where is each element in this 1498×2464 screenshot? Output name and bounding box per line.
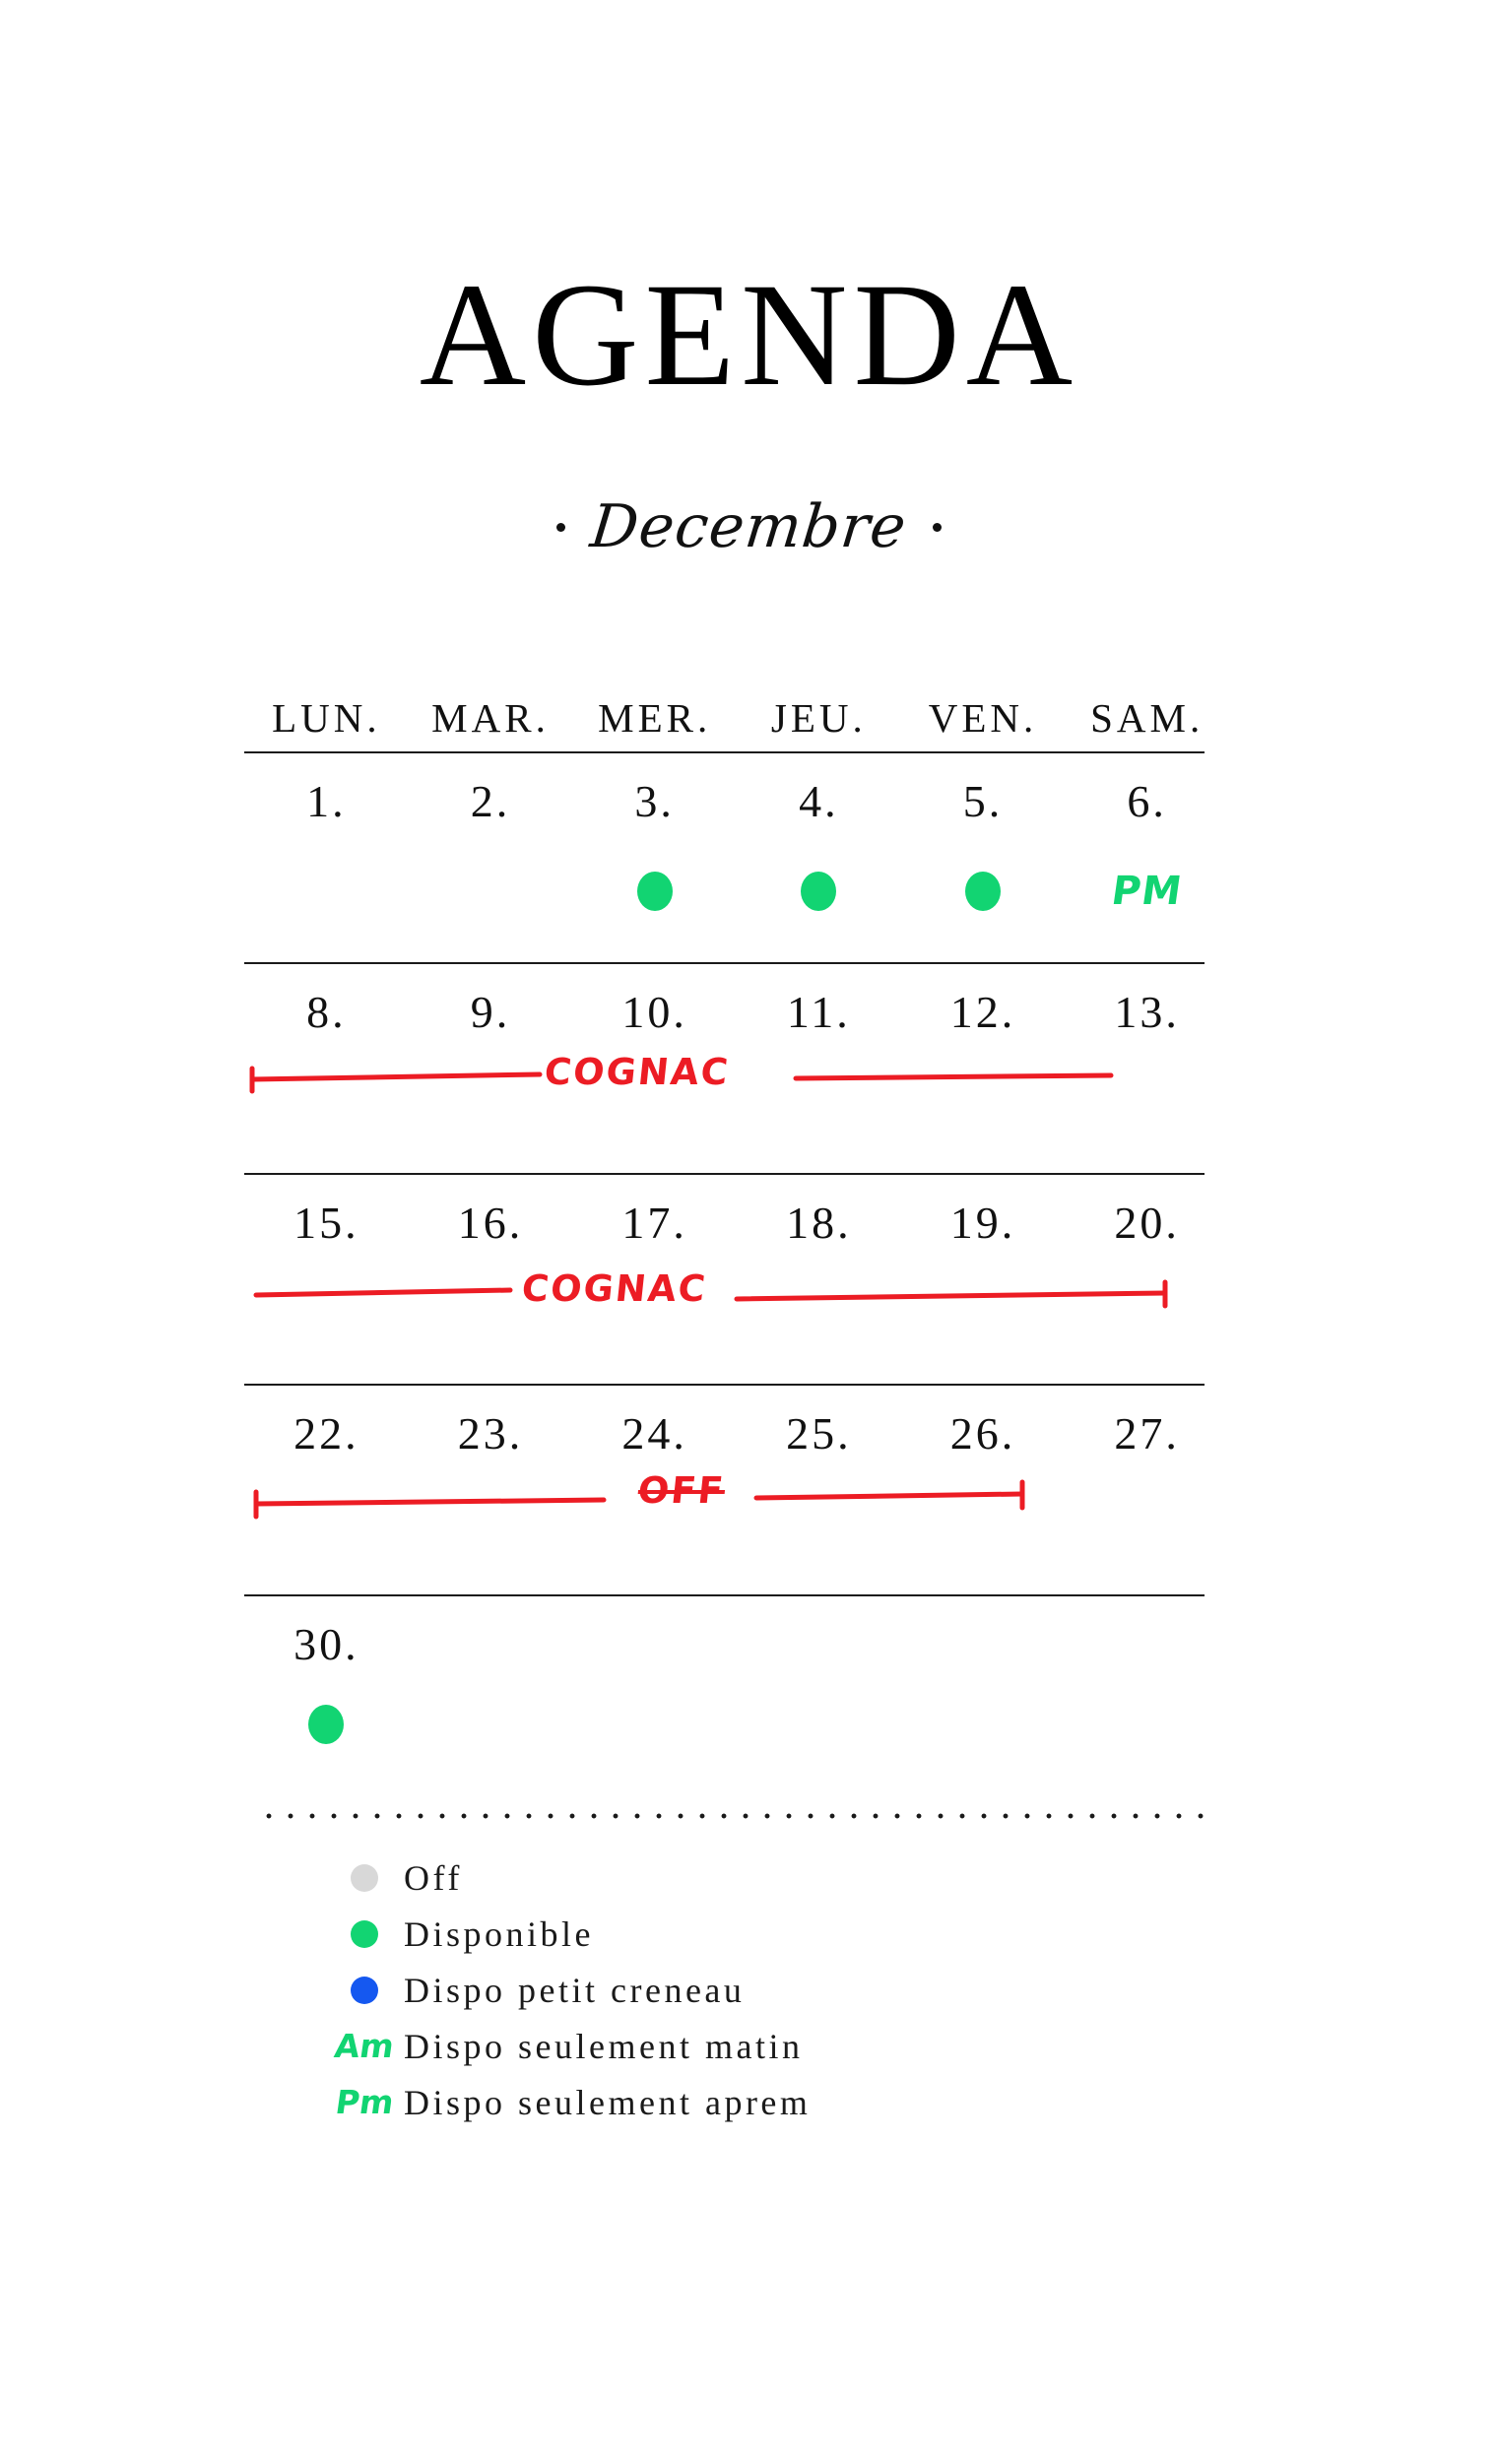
day-cell-11[interactable]: 11. <box>786 987 851 1037</box>
annotation-cognac: COGNAC <box>519 1267 709 1310</box>
grey-dot-icon <box>325 1864 404 1892</box>
weekday-mar: MAR. <box>431 695 550 741</box>
day-cell-8[interactable]: 8. <box>306 987 347 1037</box>
day-cell-26[interactable]: 26. <box>949 1408 1016 1459</box>
legend-item-matin <box>325 2018 811 2074</box>
legend-item-aprem <box>325 2074 811 2130</box>
day-cell-19[interactable]: 19. <box>949 1198 1016 1248</box>
day-cell-27[interactable]: 27. <box>1114 1408 1180 1459</box>
day-cell-empty <box>1065 1618 1229 1670</box>
legend <box>325 1849 811 2130</box>
annotation-off: OFF <box>635 1469 728 1512</box>
legend-item-disponible <box>325 1906 811 1962</box>
weekday-lun: LUN. <box>272 695 381 741</box>
legend-label-petit-creneau: Dispo petit creneau <box>404 1970 746 2010</box>
page-title: AGENDA <box>419 253 1079 417</box>
day-cell-24[interactable]: 24. <box>621 1408 687 1459</box>
marker-empty <box>1065 1690 1229 1759</box>
green-dot-icon <box>244 1690 409 1759</box>
pm-marker-icon <box>325 2083 404 2121</box>
pm-marker-label: PM <box>1108 869 1186 914</box>
calendar-week-3 <box>244 1175 1229 1384</box>
day-cell-10[interactable]: 10. <box>621 987 687 1037</box>
weekday-ven: VEN. <box>928 695 1038 741</box>
status-marker-row <box>244 857 1229 926</box>
day-cell-5[interactable]: 5. <box>962 776 1004 826</box>
day-number-row <box>244 1386 1229 1459</box>
green-dot-icon <box>325 1920 404 1948</box>
legend-item-off <box>325 1849 811 1906</box>
day-cell-22[interactable]: 22. <box>293 1408 359 1459</box>
day-cell-empty <box>409 1618 573 1670</box>
day-cell-20[interactable]: 20. <box>1114 1198 1180 1248</box>
day-number-row <box>244 753 1229 827</box>
day-cell-empty <box>572 1618 737 1670</box>
day-cell-18[interactable]: 18. <box>786 1198 852 1248</box>
day-cell-6[interactable]: 6. <box>1127 776 1167 826</box>
calendar <box>244 694 1229 1744</box>
am-marker-icon <box>325 2027 404 2065</box>
day-number-row <box>244 1596 1229 1670</box>
marker-empty <box>409 857 573 926</box>
legend-label-disponible: Disponible <box>404 1913 594 1954</box>
pm-marker <box>1065 857 1229 926</box>
day-cell-3[interactable]: 3. <box>634 776 675 826</box>
day-cell-empty <box>901 1618 1066 1670</box>
day-cell-empty <box>737 1618 901 1670</box>
bullet-dot-icon <box>556 523 565 532</box>
marker-empty <box>572 1690 737 1759</box>
day-number-row <box>244 1175 1229 1249</box>
pm-marker-label: Pm <box>332 2083 397 2121</box>
legend-item-petit-creneau <box>325 1962 811 2018</box>
blue-dot-icon <box>325 1977 404 2004</box>
legend-label-off: Off <box>404 1857 463 1898</box>
calendar-week-2 <box>244 964 1229 1173</box>
weekday-jeu: JEU. <box>770 695 867 741</box>
month-label: Decembre <box>587 492 911 561</box>
marker-empty <box>737 1690 901 1759</box>
green-dot-icon <box>901 857 1066 926</box>
day-cell-12[interactable]: 12. <box>949 987 1016 1037</box>
day-cell-16[interactable]: 16. <box>457 1198 524 1248</box>
day-cell-2[interactable]: 2. <box>470 776 511 826</box>
day-cell-23[interactable]: 23. <box>457 1408 524 1459</box>
day-cell-17[interactable]: 17. <box>621 1198 687 1248</box>
calendar-week-4 <box>244 1386 1229 1594</box>
marker-empty <box>901 1690 1066 1759</box>
day-number-row <box>244 964 1229 1038</box>
day-cell-25[interactable]: 25. <box>786 1408 852 1459</box>
day-cell-30[interactable]: 30. <box>293 1619 359 1669</box>
day-cell-15[interactable]: 15. <box>293 1198 359 1248</box>
calendar-week-1 <box>244 753 1229 962</box>
status-marker-row <box>244 1690 1229 1759</box>
dotted-divider <box>258 1812 1205 1820</box>
day-cell-1[interactable]: 1. <box>306 776 347 826</box>
legend-label-aprem: Dispo seulement aprem <box>404 2082 812 2122</box>
marker-empty <box>409 1690 573 1759</box>
annotation-cognac: COGNAC <box>542 1051 732 1093</box>
marker-empty <box>244 857 409 926</box>
green-dot-icon <box>572 857 737 926</box>
day-cell-9[interactable]: 9. <box>470 987 511 1037</box>
legend-label-matin: Dispo seulement matin <box>404 2026 804 2066</box>
weekday-header-row <box>244 694 1229 751</box>
bullet-dot-icon <box>933 523 942 532</box>
green-dot-icon <box>737 857 901 926</box>
calendar-week-5 <box>244 1596 1229 1744</box>
day-cell-4[interactable]: 4. <box>799 776 839 826</box>
weekday-mer: MER. <box>598 695 712 741</box>
am-marker-label: Am <box>332 2027 397 2065</box>
day-cell-13[interactable]: 13. <box>1114 987 1180 1037</box>
weekday-sam: SAM. <box>1090 695 1205 741</box>
month-subtitle-row <box>0 492 1498 561</box>
